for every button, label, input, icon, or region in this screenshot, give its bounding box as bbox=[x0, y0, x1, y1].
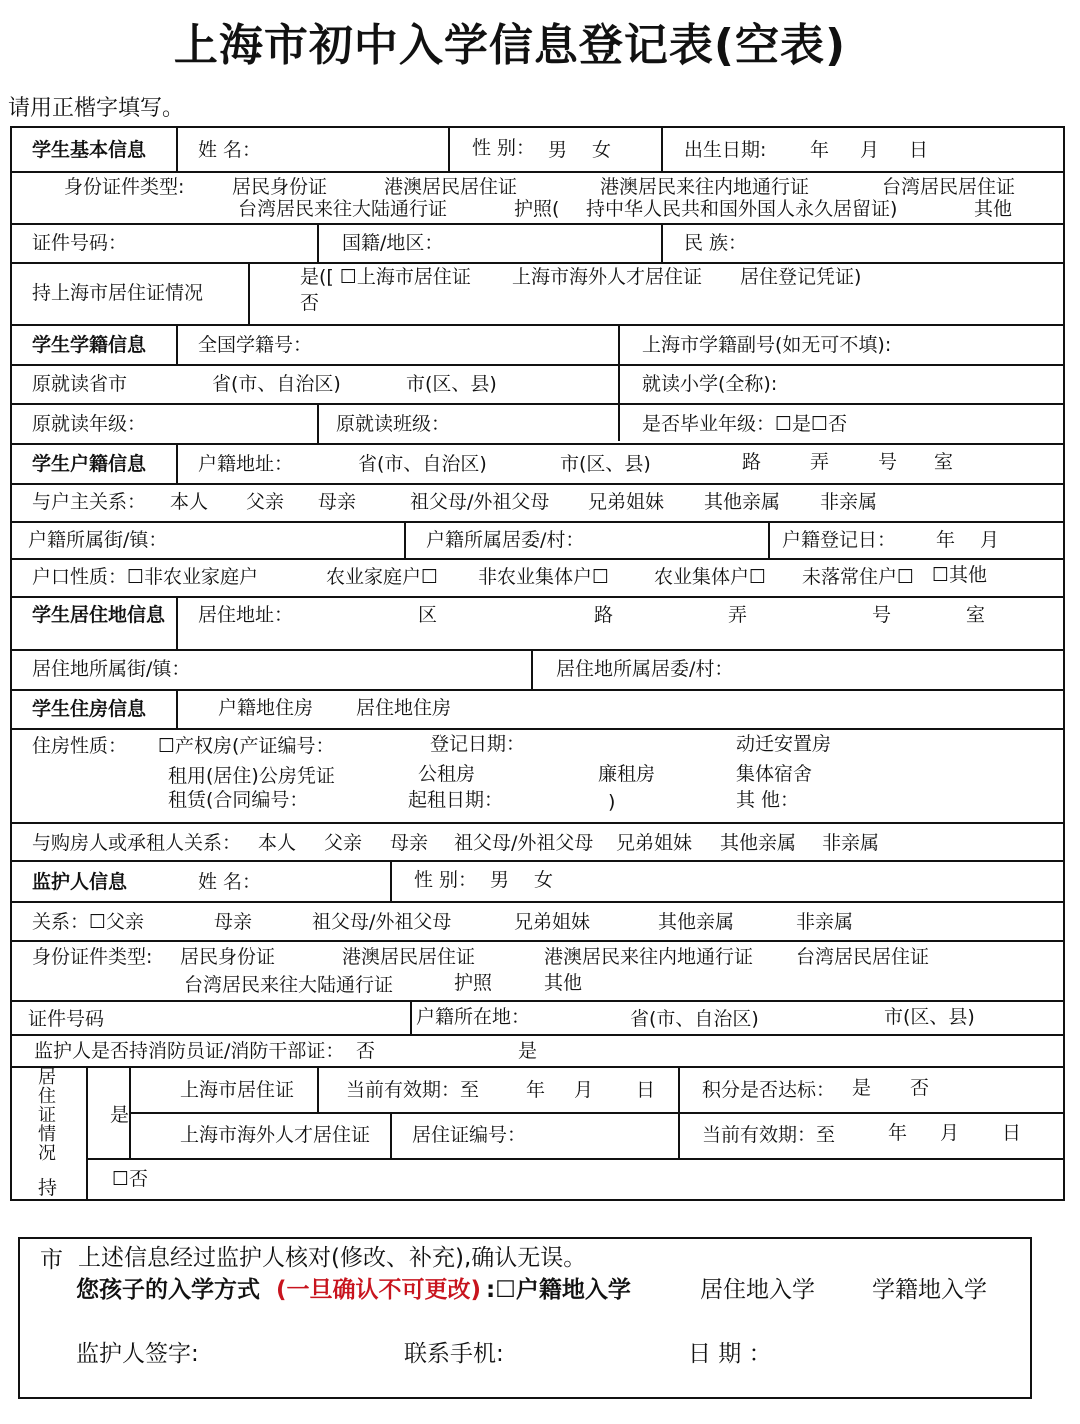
valid-month-label: 月 bbox=[574, 1079, 594, 1101]
guardian-gender-label: 性 别： bbox=[414, 869, 478, 891]
firefighter-yes[interactable]: 是 bbox=[518, 1040, 538, 1062]
guardian-gender-female[interactable]: 女 bbox=[534, 869, 554, 891]
section-student-basic: 学生基本信息 bbox=[32, 139, 147, 161]
birth-day-label: 日 bbox=[909, 139, 929, 161]
province-suffix: 省(市、自治区) bbox=[630, 1008, 759, 1030]
section-housing: 学生住房信息 bbox=[32, 698, 147, 720]
id-type-option[interactable]: 居民身份证 bbox=[232, 176, 328, 198]
relation-option[interactable]: 非亲属 bbox=[820, 491, 878, 513]
points-no[interactable]: 否 bbox=[910, 1077, 930, 1099]
household-relation-label: 与户主关系： bbox=[32, 491, 147, 513]
id-type-option[interactable]: 居民身份证 bbox=[180, 946, 276, 968]
valid-month-label: 月 bbox=[940, 1122, 960, 1144]
valid-day-label: 日 bbox=[1002, 1122, 1022, 1144]
housing-low-rent-option[interactable]: 廉租房 bbox=[598, 763, 656, 785]
section-household: 学生户籍信息 bbox=[32, 453, 147, 475]
city-suffix: 市(区、县) bbox=[406, 373, 497, 395]
section-guardian: 监护人信息 bbox=[32, 871, 128, 893]
permit-number-label: 居住证编号： bbox=[412, 1124, 527, 1146]
enrollment-method-label: 您孩子的入学方式 bbox=[76, 1277, 260, 1303]
confirm-city: 市 bbox=[40, 1247, 63, 1273]
relation-option[interactable]: 非亲属 bbox=[822, 832, 880, 854]
section-student-record: 学生学籍信息 bbox=[32, 334, 147, 356]
enrollment-option-residence[interactable]: 居住地入学 bbox=[700, 1277, 815, 1303]
guardian-id-number-label: 证件号码 bbox=[28, 1008, 105, 1030]
province-suffix: 省(市、自治区) bbox=[212, 373, 341, 395]
id-type-option[interactable]: 港澳居民来往内地通行证 bbox=[600, 176, 810, 198]
household-street-label: 户籍所属街/镇： bbox=[28, 529, 168, 551]
housing-option-household[interactable]: 户籍地住房 bbox=[218, 697, 314, 719]
housing-other-option[interactable]: 其 他： bbox=[736, 789, 800, 811]
id-type-option[interactable]: 台湾居民居住证 bbox=[882, 176, 1016, 198]
section-residence: 学生居住地信息 bbox=[32, 604, 166, 626]
id-type-option[interactable]: 台湾居民居住证 bbox=[796, 946, 930, 968]
housing-dorm-option[interactable]: 集体宿舍 bbox=[736, 763, 813, 785]
register-year-label: 年 bbox=[936, 529, 956, 551]
residence-permit-talent[interactable]: 上海市海外人才居住证 bbox=[512, 266, 703, 288]
relation-option[interactable]: 母亲 bbox=[318, 491, 357, 513]
guardian-gender-male[interactable]: 男 bbox=[490, 869, 510, 891]
id-number-label: 证件号码： bbox=[32, 232, 128, 254]
residence-permit-label: 持上海市居住证情况 bbox=[32, 282, 204, 304]
road-label: 路 bbox=[594, 604, 614, 626]
relation-option[interactable]: 本人 bbox=[170, 491, 209, 513]
residence-permit-registration[interactable]: 居住登记凭证) bbox=[740, 266, 862, 288]
number-label: 号 bbox=[878, 451, 898, 473]
page-title: 上海市初中入学信息登记表(空表) bbox=[173, 20, 847, 71]
id-type-option[interactable]: 港澳居民居住证 bbox=[342, 946, 476, 968]
nature-option[interactable]: 未落常住户☐ bbox=[802, 566, 915, 588]
orig-province-label: 原就读省市 bbox=[32, 373, 128, 395]
birth-date-label: 出生日期: bbox=[684, 139, 767, 161]
enrollment-method-warning: (一旦确认不可更改) bbox=[276, 1277, 482, 1303]
relation-option[interactable]: 本人 bbox=[258, 832, 297, 854]
permit-hold-label: 持 bbox=[38, 1177, 58, 1199]
district-label: 区 bbox=[418, 604, 438, 626]
enrollment-option-household[interactable]: :☐户籍地入学 bbox=[486, 1277, 631, 1303]
valid-year-label: 年 bbox=[526, 1079, 546, 1101]
permit-valid-label: 当前有效期：至 bbox=[346, 1079, 480, 1101]
id-type-option[interactable]: 护照( bbox=[514, 198, 560, 220]
relation-option[interactable]: 母亲 bbox=[390, 832, 429, 854]
instruction-text: 请用正楷字填写。 bbox=[8, 96, 185, 121]
birth-month-label: 月 bbox=[860, 139, 880, 161]
relation-option[interactable]: 祖父母/外祖父母 bbox=[454, 832, 594, 854]
permit-talent-option[interactable]: 上海市海外人才居住证 bbox=[180, 1124, 371, 1146]
relation-option[interactable]: 母亲 bbox=[214, 911, 253, 933]
housing-public-house-option[interactable]: 公租房 bbox=[418, 763, 476, 785]
contact-phone-label: 联系手机: bbox=[404, 1341, 504, 1367]
housing-lease-option[interactable]: 租赁(合同编号： bbox=[168, 789, 309, 811]
guardian-id-type-label: 身份证件类型: bbox=[32, 946, 153, 968]
birth-year-label: 年 bbox=[810, 139, 830, 161]
firefighter-no[interactable]: 否 bbox=[356, 1040, 376, 1062]
register-month-label: 月 bbox=[980, 529, 1000, 551]
permit-talent-valid-label: 当前有效期：至 bbox=[702, 1124, 836, 1146]
enrollment-option-record[interactable]: 学籍地入学 bbox=[872, 1277, 987, 1303]
id-type-option[interactable]: 台湾居民来往大陆通行证 bbox=[238, 198, 448, 220]
road-label: 路 bbox=[742, 451, 762, 473]
lane-label: 弄 bbox=[810, 451, 830, 473]
gender-option-male[interactable]: 男 bbox=[548, 139, 568, 161]
permit-vertical-label: 居住证情况 bbox=[38, 1067, 56, 1164]
household-nature-field[interactable]: 户口性质：☐非农业家庭户 bbox=[32, 566, 259, 588]
id-type-option[interactable]: 台湾居民来往大陆通行证 bbox=[184, 974, 394, 996]
points-label: 积分是否达标： bbox=[702, 1079, 836, 1101]
room-label: 室 bbox=[966, 604, 986, 626]
relation-option[interactable]: 父亲 bbox=[246, 491, 285, 513]
lane-label: 弄 bbox=[728, 604, 748, 626]
relation-option[interactable]: 兄弟姐妹 bbox=[514, 911, 591, 933]
id-type-option[interactable]: 其他 bbox=[544, 972, 583, 994]
nature-option[interactable]: 非农业集体户☐ bbox=[478, 566, 610, 588]
points-yes[interactable]: 是 bbox=[852, 1077, 872, 1099]
relation-option[interactable]: 其他亲属 bbox=[704, 491, 781, 513]
permit-yes-label: 是 bbox=[110, 1104, 130, 1126]
confirmation-box bbox=[18, 1237, 1032, 1399]
housing-lease-date-label: 起租日期： bbox=[408, 789, 504, 811]
graduate-year-field[interactable]: 是否毕业年级：☐是☐否 bbox=[642, 413, 848, 435]
housing-public-rent-option[interactable]: 租用(居住)公房凭证 bbox=[168, 765, 335, 787]
relation-option[interactable]: 父亲 bbox=[324, 832, 363, 854]
id-type-option[interactable]: 持中华人民共和国外国人永久居留证) bbox=[586, 198, 898, 220]
housing-nature-label: 住房性质： bbox=[32, 735, 128, 757]
valid-day-label: 日 bbox=[636, 1079, 656, 1101]
province-suffix: 省(市、自治区) bbox=[358, 453, 487, 475]
id-type-option[interactable]: 护照 bbox=[454, 972, 493, 994]
permit-shanghai-option[interactable]: 上海市居住证 bbox=[180, 1079, 295, 1101]
nature-option[interactable]: 农业家庭户☐ bbox=[326, 566, 439, 588]
guardian-relation-field[interactable]: 关系：☐父亲 bbox=[32, 911, 145, 933]
household-address-label: 户籍地址： bbox=[198, 453, 294, 475]
guardian-household-loc-label: 户籍所在地： bbox=[416, 1006, 531, 1028]
room-label: 室 bbox=[934, 451, 954, 473]
id-type-option[interactable]: 其他 bbox=[974, 198, 1013, 220]
orig-class-label: 原就读班级： bbox=[336, 413, 451, 435]
residence-street-label: 居住地所属街/镇： bbox=[32, 658, 191, 680]
nationality-label: 国籍/地区： bbox=[342, 232, 444, 254]
date-label: 日 期 ： bbox=[688, 1341, 772, 1367]
residence-permit-no[interactable]: 否 bbox=[300, 292, 320, 314]
shanghai-sub-id-label: 上海市学籍副号(如无可不填): bbox=[642, 334, 892, 356]
primary-school-label: 就读小学(全称): bbox=[642, 373, 778, 395]
relation-option[interactable]: 其他亲属 bbox=[658, 911, 735, 933]
residence-address-label: 居住地址： bbox=[198, 604, 294, 626]
housing-relocation-option[interactable]: 动迁安置房 bbox=[736, 733, 832, 755]
valid-year-label: 年 bbox=[888, 1122, 908, 1144]
id-type-option[interactable]: 港澳居民居住证 bbox=[384, 176, 518, 198]
housing-reg-date-label: 登记日期： bbox=[430, 733, 526, 755]
id-type-option[interactable]: 港澳居民来往内地通行证 bbox=[544, 946, 754, 968]
household-register-date-label: 户籍登记日： bbox=[782, 529, 897, 551]
housing-option-residence[interactable]: 居住地住房 bbox=[356, 697, 452, 719]
housing-property-option[interactable]: ☐产权房(产证编号： bbox=[158, 735, 335, 757]
number-label: 号 bbox=[872, 604, 892, 626]
relation-option[interactable]: 祖父母/外祖父母 bbox=[410, 491, 550, 513]
gender-option-female[interactable]: 女 bbox=[592, 139, 612, 161]
relation-option[interactable]: 兄弟姐妹 bbox=[616, 832, 693, 854]
housing-paren: ) bbox=[608, 791, 616, 813]
national-student-id-label: 全国学籍号： bbox=[198, 334, 313, 356]
gender-label: 性 别： bbox=[472, 137, 536, 159]
household-committee-label: 户籍所属居委/村： bbox=[426, 529, 585, 551]
city-suffix: 市(区、县) bbox=[560, 453, 651, 475]
registration-form bbox=[10, 126, 1065, 1201]
confirm-statement: 上述信息经过监护人核对(修改、补充),确认无误。 bbox=[78, 1245, 587, 1271]
name-label: 姓 名： bbox=[198, 139, 262, 161]
buyer-relation-label: 与购房人或承租人关系： bbox=[32, 832, 242, 854]
guardian-name-label: 姓 名： bbox=[198, 871, 262, 893]
id-type-label: 身份证件类型: bbox=[64, 176, 185, 198]
orig-grade-label: 原就读年级： bbox=[32, 413, 147, 435]
city-suffix: 市(区、县) bbox=[884, 1006, 975, 1028]
relation-option[interactable]: 非亲属 bbox=[796, 911, 854, 933]
firefighter-label: 监护人是否持消防员证/消防干部证： bbox=[34, 1040, 345, 1062]
residence-permit-yes[interactable]: 是([ ☐上海市居住证 bbox=[300, 266, 471, 288]
ethnicity-label: 民 族： bbox=[684, 232, 748, 254]
relation-option[interactable]: 祖父母/外祖父母 bbox=[312, 911, 452, 933]
guardian-signature-label: 监护人签字: bbox=[76, 1341, 199, 1367]
relation-option[interactable]: 其他亲属 bbox=[720, 832, 797, 854]
residence-committee-label: 居住地所属居委/村： bbox=[556, 658, 734, 680]
nature-option[interactable]: ☐其他 bbox=[932, 564, 988, 586]
relation-option[interactable]: 兄弟姐妹 bbox=[588, 491, 665, 513]
permit-no-option[interactable]: ☐否 bbox=[112, 1168, 149, 1190]
nature-option[interactable]: 农业集体户☐ bbox=[654, 566, 767, 588]
